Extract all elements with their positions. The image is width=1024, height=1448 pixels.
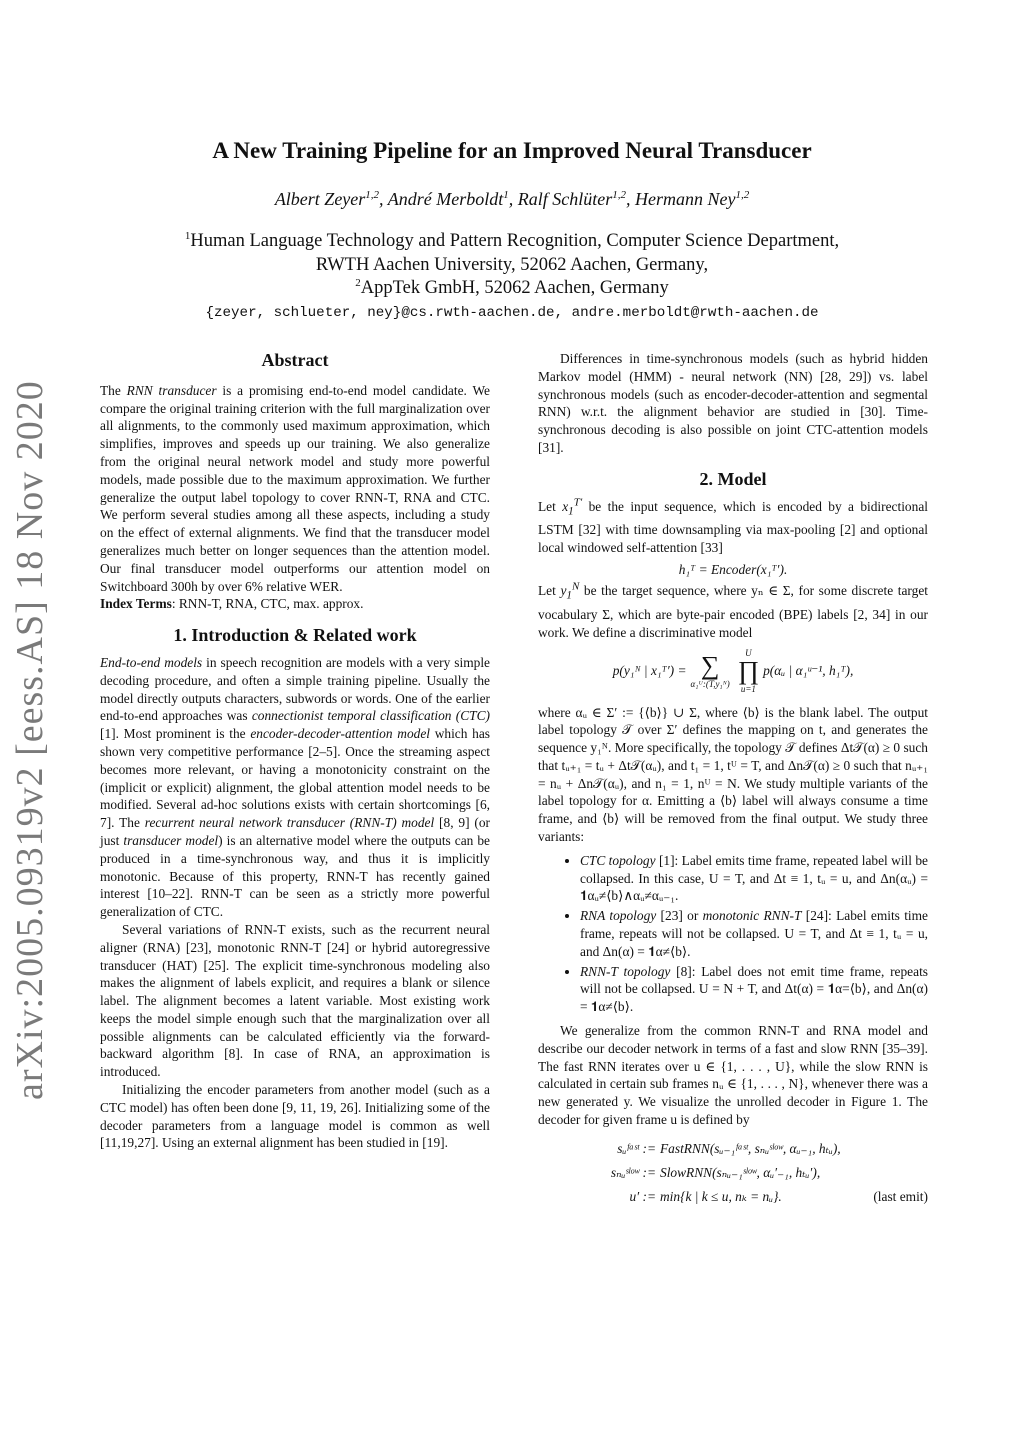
model-paragraph-2 (538, 582, 928, 641)
topology-list (538, 852, 928, 1016)
abstract-body: is a promising end-to-end model candidate. We compare the original training criterion with the full marginalization over all alignments, to the commonly used maximum approximation, which simplifies, improves and speeds up our training. We also generalize from the original neural network model and study more powerful models, made possible due to the maximum approximation. We further generalize the output label topology to cover RNN-T, RNA and CTC. We perform several studies among all these aspects, including a study on the effect of external alignments. We find that the transducer model generalizes much better on longer sequences than the attention model. Our final transducer model outperforms our attention model on Switchboard 300h by over 6% relative WER. (100, 382, 490, 594)
intro-text: [8, 9] (or just (100, 815, 490, 848)
affiliation-line: AppTek GmbH, 52062 Aachen, Germany (360, 278, 669, 298)
intro-text: in speech recognition are models with a very simple decoding procedure, and often a simple training pipeline. Usually the model directly outputs characters, subwords or words. One of the earlier end-to-end approaches was (100, 654, 490, 724)
model-text: Let (538, 583, 561, 599)
model-equation-lhs: p(y₁ᴺ | x₁ᵀ′) = (612, 662, 687, 678)
intro-emphasis: encoder-decoder-attention model (250, 726, 430, 742)
sum-symbol: ∑ (700, 650, 720, 680)
list-item (580, 907, 928, 960)
index-terms-label: Index Terms (100, 596, 172, 612)
intro-paragraph-3: Initializing the encoder parameters from another model (such as a CTC model) has often been done [9, 11, 19, 26]. Initializing some of the decoder parameters from a language model is common as well [11,19,27]. Using an external alignment has been studied in [19]. (100, 1082, 490, 1151)
model-text: Let (538, 498, 563, 514)
author-affiliation-mark: 1,2 (735, 189, 750, 201)
left-column (100, 350, 490, 1152)
model-equation-rhs: p(αᵤ | α₁ᵘ⁻¹, h₁ᵀ), (763, 662, 854, 678)
list-item (580, 963, 928, 1016)
list-item (580, 852, 928, 905)
author-list: Albert Zeyer$^{1,2}$, André Merboldt$^1$, Ralf Schlüter$^{1,2}$, Hermann Ney$^{1,2}$ (274, 189, 750, 209)
abstract-paragraph (100, 382, 490, 596)
intro-text: [1]. Most prominent is the (100, 726, 251, 742)
intro-paragraph-1 (100, 654, 490, 921)
model-paragraph-3: where αᵤ ∈ Σ′ := {⟨b⟩} ∪ Σ, where ⟨b⟩ is the blank label. The output label topology 𝒯 over Σ′ defines the mapping on t, and generates the sequence y₁ᴺ. More specifically, the topology 𝒯 defines Δt𝒯(α) ≥ 0 such that tᵤ₊₁ = tᵤ + Δt𝒯(αᵤ), and t₁ = 1, tᵁ = T, and Δn𝒯(α) ≥ 0 such that nᵤ₊₁ = nᵤ + Δn𝒯(αᵤ), and n₁ = 1, nᵁ = N. We study multiple variants of the label topology for α. Emitting a ⟨b⟩ label will always consume a time frame, and ⟨b⟩ will be removed from the final output. We study three variants: (538, 704, 929, 845)
paper-title: A New Training Pipeline for an Improved Neural Transducer (212, 138, 812, 163)
slow-rnn-rhs: SlowRNN(sₙᵤ₋₁ˢˡᵒʷ, αᵤ′₋₁, hₜᵤ′), (660, 1164, 821, 1180)
last-emit-row (660, 1185, 928, 1209)
abstract-emphasis: RNN transducer (126, 382, 217, 398)
intro-text: ) is an alternative model where the outputs can be produced in a time-synchronous way, and thus it is implicitly monotonic. Because of this property, RNN-T has recently gained interest [10–22]. RNN-T can be seen as a strictly more powerful generalization of CTC. (100, 832, 490, 920)
author-affiliation-mark: 1,2 (612, 189, 626, 201)
affiliation-line: RWTH Aachen University, 52062 Aachen, Germany, (315, 254, 709, 275)
arxiv-side-label: arXiv:2005.09319v2 [eess.AS] 18 Nov 2020 (9, 380, 51, 1100)
fast-rnn-rhs: FastRNN(sᵤ₋₁ᶠᵃˢᵗ, sₙᵤˢˡᵒʷ, αᵤ₋₁, hₜᵤ), (660, 1140, 841, 1156)
topology-description: [23] or (656, 908, 703, 924)
affiliations (0, 230, 1024, 301)
section-2-heading: 2. Model (699, 468, 767, 489)
topology-name: RNN-T topology (580, 963, 671, 979)
topology-description: [1]: Label emits time frame, repeated label will be collapsed. In this case, U = T, and Δt ≡ 1, tᵤ = u, and Δn(αᵤ) = 𝟏αᵤ≠⟨b⟩∧αᵤ≠αᵤ₋₁. (580, 852, 928, 904)
index-terms-values: : RNN-T, RNA, CTC, max. approx. (171, 596, 364, 612)
section-1-heading: 1. Introduction & Related work (173, 625, 417, 646)
topology-description: [24]: Label emits time frame, repeats will not be collapsed. U = T, and Δt ≡ 1, tᵤ = u, and Δn(α) = 𝟏α≠⟨b⟩. (580, 908, 929, 959)
product-superscript: U (745, 647, 752, 658)
encoder-equation: h₁ᵀ = Encoder(x₁ᵀ′). (678, 561, 788, 577)
affiliation-mark: 2 (355, 276, 361, 289)
product-operator (738, 648, 759, 694)
related-work-paragraph: Differences in time-synchronous models (such as hybrid hidden Markov model (HMM) - neural network (NN) [28, 29]) vs. label synchronous models (such as encoder-decoder-attention and segmental RNN) w.r.t. the alignment behavior are studied in [30]. Time-synchronous decoding is also possible on joint CTC-attention models [31]. (538, 351, 928, 455)
intro-emphasis: connectionist temporal classification (CTC) (251, 708, 490, 724)
intro-emphasis: End-to-end models (100, 654, 203, 670)
author-name: Albert Zeyer (274, 189, 366, 209)
intro-text: which has shown very competitive performance [2–5]. Once the streaming aspect becomes more relevant, or having a monotonicity constraint on the (implicit or explicit) alignment, the global attention model needs to be modified. Several ad-hoc solutions exists with certain shortcomings [6, 7]. The (100, 726, 490, 831)
right-column (538, 350, 928, 1209)
author-affiliation-mark: 1 (503, 189, 509, 201)
abstract-lead: The (100, 382, 127, 398)
topology-name: CTC topology (580, 852, 656, 868)
topology-name: RNA topology (580, 908, 657, 924)
topology-description: [8]: Label does not emit time frame, repeats will not be collapsed. U = N + T, and Δt(α) = 𝟏α=⟨b⟩, and Δn(α) = 𝟏α≠⟨b⟩. (580, 963, 929, 1015)
topology-name: monotonic RNN-T (702, 908, 802, 924)
product-symbol: ∏ (737, 655, 760, 685)
model-text: be the target sequence, where yₙ ∈ Σ, for some discrete target vocabulary Σ, which are byte-pair encoded (BPE) labels [2, 34] in our work. We define a discriminative model (538, 583, 928, 640)
last-emit-rhs: min{k | k ≤ u, nₖ = nᵤ}. (660, 1188, 782, 1204)
sum-operator (690, 650, 730, 689)
intro-emphasis: recurrent neural network transducer (RNN-T) model (144, 815, 435, 831)
decoder-equations (578, 1137, 928, 1209)
fast-rnn-lhs: sᵤᶠᵃˢᵗ := (617, 1140, 656, 1156)
author-name: Hermann Ney (634, 189, 736, 209)
model-equation (538, 648, 928, 694)
model-paragraph-1 (538, 498, 928, 557)
affiliation-line: Human Language Technology and Pattern Recognition, Computer Science Department, (190, 231, 840, 251)
author-emails: {zeyer, schlueter, ney}@cs.rwth-aachen.de, andre.merboldt@rwth-aachen.de (205, 305, 819, 321)
abstract-heading: Abstract (261, 350, 329, 370)
target-sequence-symbol: $y_1^N$ (560, 580, 580, 603)
last-emit-lhs: u′ := (629, 1188, 656, 1204)
author-name: Ralf Schlüter (517, 189, 613, 209)
intro-emphasis: transducer model (123, 832, 219, 848)
author-affiliation-mark: 1,2 (365, 189, 380, 201)
index-terms (100, 595, 490, 613)
model-paragraph-4: We generalize from the common RNN-T and RNA model and describe our decoder network in terms of a fast and slow RNN [35–39]. The fast RNN iterates over u ∈ {1, . . . , U}, while the slow RNN is calculated in certain sub frames nᵤ ∈ {1, . . . , N}, whenever there was a new generated y. We visualize the unrolled decoder in Figure 1. The decoder for given frame u is defined by (538, 1023, 928, 1128)
author-name: André Merboldt (387, 189, 504, 209)
slow-rnn-lhs: sₙᵤˢˡᵒʷ := (610, 1164, 656, 1180)
model-text: be the input sequence, which is encoded by a bidirectional LSTM [32] with time downsampling via max-pooling [2] and optional local windowed self-attention [33] (538, 498, 928, 555)
product-subscript: u=1 (740, 683, 756, 694)
intro-paragraph-2: Several variations of RNN-T exists, such as the recurrent neural aligner (RNA) [23], monotonic RNN-T [24] or hybrid autoregressive transducer (HAT) [25]. The explicit time-synchronous modeling also makes the alignment of labels explicit, and requires a blank or silence label. The alignment becomes a latent variable. Most existing work keeps the model simple enough such that the marginalization over all possible alignments can be calculated efficiently via the forward-backward algorithm [8]. In case of RNA, an approximation is introduced. (100, 921, 490, 1080)
input-sequence-symbol: $x_1^{T'}$ (562, 496, 583, 518)
last-emit-note: (last emit) (873, 1188, 928, 1204)
affiliation-mark: 1 (184, 229, 191, 242)
sum-subscript: α₁ᵁ:(T,y₁ᴺ) (690, 678, 730, 689)
